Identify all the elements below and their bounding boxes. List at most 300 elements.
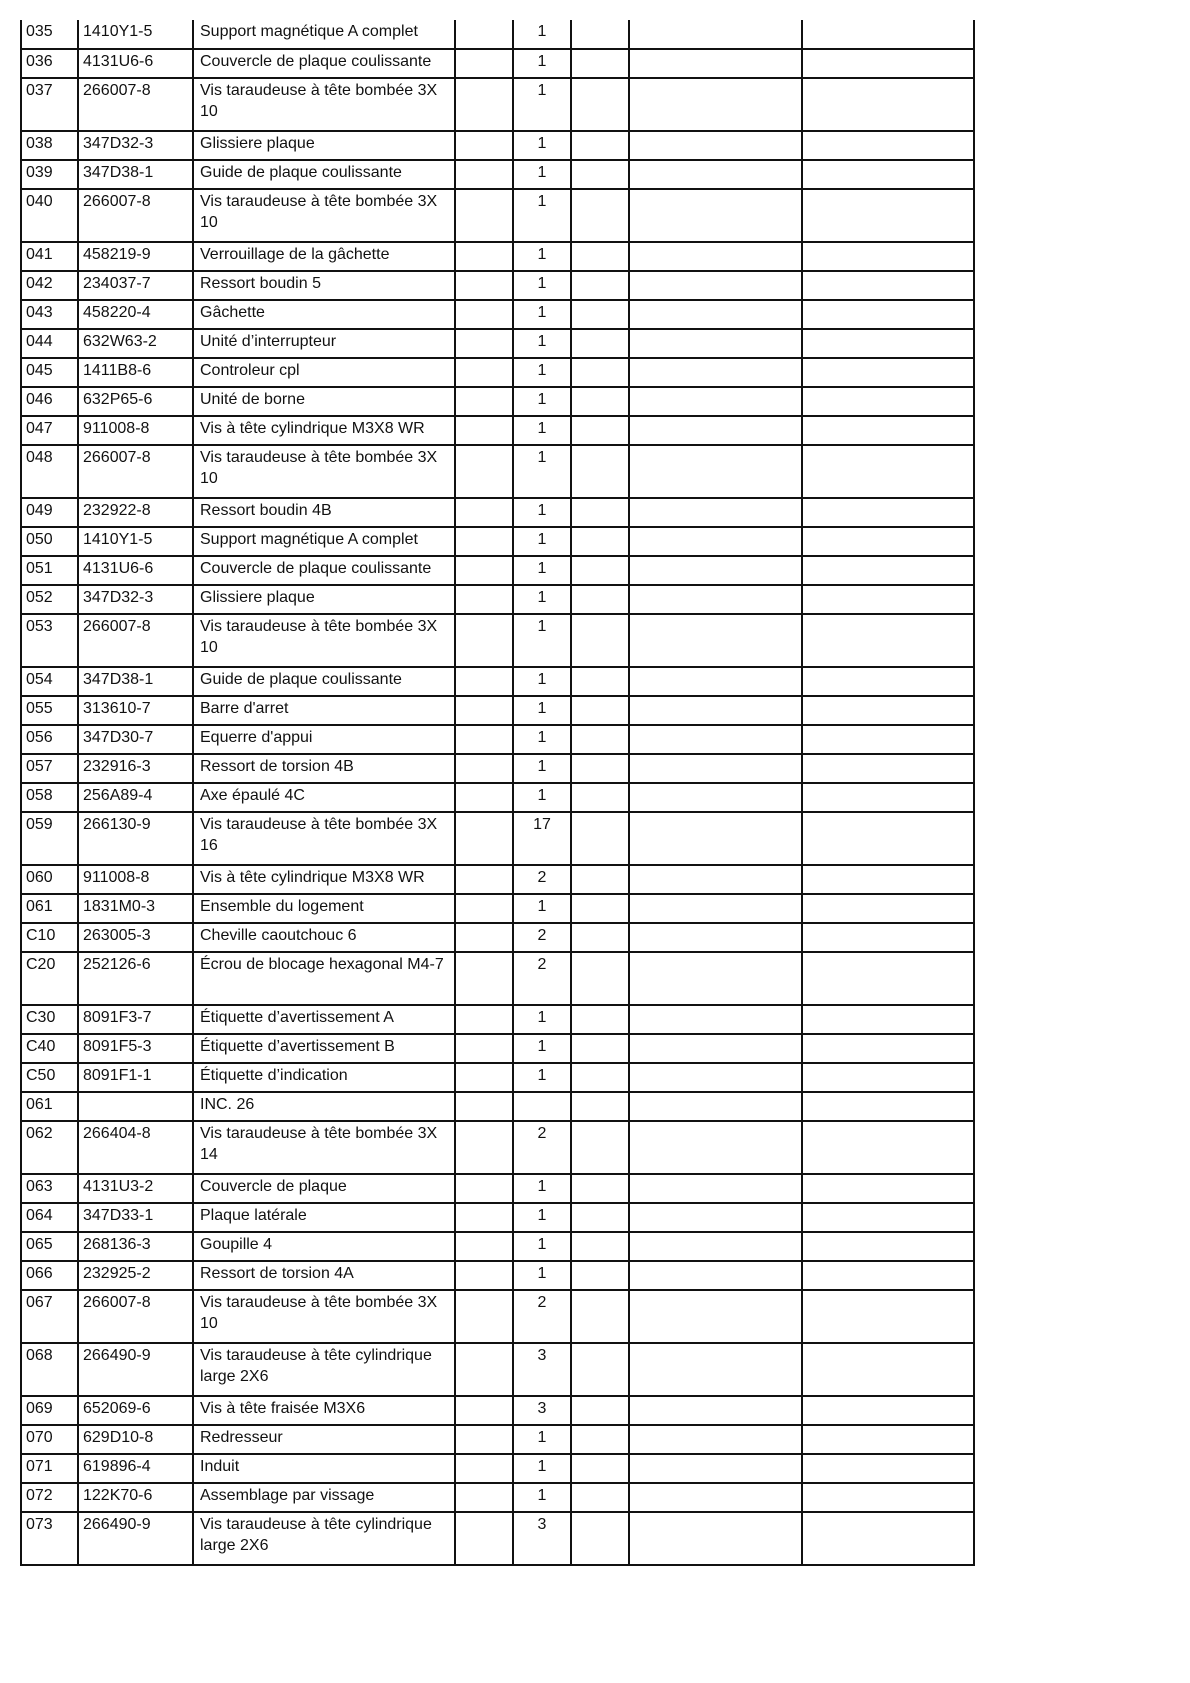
blank-cell (455, 1512, 513, 1565)
table-row (21, 585, 974, 614)
parts-table-body (21, 20, 974, 1565)
table-row (21, 1483, 974, 1512)
quantity-cell: 1 (513, 131, 571, 160)
table-row (21, 271, 974, 300)
blank-cell (802, 1343, 974, 1396)
item-number-cell: 071 (21, 1454, 78, 1483)
table-row (21, 1232, 974, 1261)
blank-cell (571, 1092, 629, 1121)
blank-cell (455, 445, 513, 498)
blank-cell (571, 725, 629, 754)
blank-cell (802, 1174, 974, 1203)
blank-cell (802, 952, 974, 1005)
quantity-cell: 1 (513, 358, 571, 387)
blank-cell (629, 1005, 802, 1034)
blank-cell (802, 20, 974, 49)
quantity-cell: 1 (513, 445, 571, 498)
part-reference-cell: 458219-9 (78, 242, 193, 271)
table-row (21, 556, 974, 585)
part-reference-cell: 4131U6-6 (78, 49, 193, 78)
blank-cell (802, 242, 974, 271)
part-reference-cell: 8091F5-3 (78, 1034, 193, 1063)
item-number-cell: C30 (21, 1005, 78, 1034)
description-cell: Étiquette d’indication (193, 1063, 455, 1092)
description-cell: Guide de plaque coulissante (193, 160, 455, 189)
blank-cell (571, 696, 629, 725)
blank-cell (571, 20, 629, 49)
blank-cell (571, 160, 629, 189)
part-reference-cell: 629D10-8 (78, 1425, 193, 1454)
item-number-cell: 056 (21, 725, 78, 754)
blank-cell (629, 1092, 802, 1121)
blank-cell (802, 49, 974, 78)
table-row (21, 131, 974, 160)
blank-cell (802, 725, 974, 754)
table-row (21, 20, 974, 49)
blank-cell (802, 865, 974, 894)
blank-cell (455, 498, 513, 527)
table-row (21, 865, 974, 894)
blank-cell (571, 498, 629, 527)
part-reference-cell: 252126-6 (78, 952, 193, 1005)
blank-cell (455, 189, 513, 242)
quantity-cell: 1 (513, 1034, 571, 1063)
blank-cell (455, 416, 513, 445)
blank-cell (629, 812, 802, 865)
blank-cell (629, 556, 802, 585)
blank-cell (629, 1425, 802, 1454)
table-row (21, 189, 974, 242)
blank-cell (802, 894, 974, 923)
quantity-cell: 1 (513, 1232, 571, 1261)
quantity-cell: 2 (513, 1121, 571, 1174)
blank-cell (629, 585, 802, 614)
quantity-cell: 3 (513, 1512, 571, 1565)
item-number-cell: 067 (21, 1290, 78, 1343)
quantity-cell: 1 (513, 160, 571, 189)
quantity-cell: 1 (513, 329, 571, 358)
table-row (21, 783, 974, 812)
item-number-cell: 069 (21, 1396, 78, 1425)
blank-cell (571, 527, 629, 556)
quantity-cell: 1 (513, 189, 571, 242)
description-cell: Glissiere plaque (193, 131, 455, 160)
blank-cell (455, 387, 513, 416)
part-reference-cell: 1410Y1-5 (78, 527, 193, 556)
table-row (21, 1425, 974, 1454)
part-reference-cell: 266007-8 (78, 1290, 193, 1343)
part-reference-cell: 266130-9 (78, 812, 193, 865)
description-cell: Barre d'arret (193, 696, 455, 725)
blank-cell (455, 1454, 513, 1483)
blank-cell (571, 1063, 629, 1092)
part-reference-cell: 266490-9 (78, 1512, 193, 1565)
quantity-cell: 1 (513, 527, 571, 556)
item-number-cell: 040 (21, 189, 78, 242)
blank-cell (802, 783, 974, 812)
item-number-cell: 051 (21, 556, 78, 585)
item-number-cell: 066 (21, 1261, 78, 1290)
quantity-cell: 1 (513, 498, 571, 527)
part-reference-cell: 122K70-6 (78, 1483, 193, 1512)
table-row (21, 358, 974, 387)
part-reference-cell: 266007-8 (78, 445, 193, 498)
blank-cell (802, 1290, 974, 1343)
description-cell: Unité d’interrupteur (193, 329, 455, 358)
description-cell: Étiquette d’avertissement B (193, 1034, 455, 1063)
item-number-cell: 044 (21, 329, 78, 358)
item-number-cell: C50 (21, 1063, 78, 1092)
quantity-cell: 1 (513, 585, 571, 614)
blank-cell (802, 614, 974, 667)
blank-cell (802, 416, 974, 445)
blank-cell (629, 445, 802, 498)
description-cell: Ressort de torsion 4B (193, 754, 455, 783)
table-row (21, 1396, 974, 1425)
blank-cell (802, 1483, 974, 1512)
blank-cell (455, 242, 513, 271)
blank-cell (629, 923, 802, 952)
blank-cell (455, 78, 513, 131)
table-row (21, 1454, 974, 1483)
description-cell: Vis taraudeuse à tête bombée 3X 10 (193, 189, 455, 242)
blank-cell (455, 1092, 513, 1121)
item-number-cell: 055 (21, 696, 78, 725)
blank-cell (629, 1454, 802, 1483)
blank-cell (455, 358, 513, 387)
blank-cell (629, 1034, 802, 1063)
part-reference-cell: 266007-8 (78, 614, 193, 667)
description-cell: Vis taraudeuse à tête cylindrique large 2X6 (193, 1512, 455, 1565)
table-row (21, 696, 974, 725)
table-row (21, 1203, 974, 1232)
part-reference-cell: 8091F1-1 (78, 1063, 193, 1092)
item-number-cell: 062 (21, 1121, 78, 1174)
blank-cell (802, 1092, 974, 1121)
part-reference-cell: 263005-3 (78, 923, 193, 952)
blank-cell (571, 242, 629, 271)
blank-cell (802, 1063, 974, 1092)
quantity-cell: 1 (513, 1261, 571, 1290)
blank-cell (629, 498, 802, 527)
quantity-cell: 17 (513, 812, 571, 865)
blank-cell (629, 527, 802, 556)
item-number-cell: 060 (21, 865, 78, 894)
description-cell: Support magnétique A complet (193, 527, 455, 556)
table-row (21, 242, 974, 271)
blank-cell (571, 783, 629, 812)
description-cell: Vis à tête cylindrique M3X8 WR (193, 865, 455, 894)
parts-table (20, 20, 975, 1566)
blank-cell (455, 1174, 513, 1203)
item-number-cell: 042 (21, 271, 78, 300)
blank-cell (455, 271, 513, 300)
blank-cell (455, 865, 513, 894)
table-row (21, 1261, 974, 1290)
blank-cell (571, 614, 629, 667)
table-row (21, 1343, 974, 1396)
table-row (21, 923, 974, 952)
description-cell: Controleur cpl (193, 358, 455, 387)
item-number-cell: 061 (21, 1092, 78, 1121)
blank-cell (455, 556, 513, 585)
blank-cell (455, 725, 513, 754)
blank-cell (629, 1203, 802, 1232)
item-number-cell: 038 (21, 131, 78, 160)
quantity-cell: 2 (513, 923, 571, 952)
table-row (21, 387, 974, 416)
table-row (21, 725, 974, 754)
blank-cell (629, 78, 802, 131)
blank-cell (571, 865, 629, 894)
blank-cell (629, 358, 802, 387)
blank-cell (455, 783, 513, 812)
part-reference-cell: 347D32-3 (78, 585, 193, 614)
table-row (21, 300, 974, 329)
blank-cell (455, 1343, 513, 1396)
table-row (21, 329, 974, 358)
blank-cell (802, 1121, 974, 1174)
blank-cell (455, 1005, 513, 1034)
description-cell: Induit (193, 1454, 455, 1483)
blank-cell (455, 20, 513, 49)
blank-cell (571, 1005, 629, 1034)
table-row (21, 1063, 974, 1092)
quantity-cell: 1 (513, 78, 571, 131)
item-number-cell: 065 (21, 1232, 78, 1261)
quantity-cell: 1 (513, 1483, 571, 1512)
blank-cell (571, 300, 629, 329)
description-cell: Unité de borne (193, 387, 455, 416)
description-cell: Gâchette (193, 300, 455, 329)
blank-cell (802, 271, 974, 300)
quantity-cell: 2 (513, 865, 571, 894)
description-cell: Glissiere plaque (193, 585, 455, 614)
blank-cell (802, 300, 974, 329)
blank-cell (629, 1512, 802, 1565)
blank-cell (571, 1483, 629, 1512)
table-row (21, 812, 974, 865)
blank-cell (571, 387, 629, 416)
blank-cell (802, 1425, 974, 1454)
quantity-cell: 1 (513, 696, 571, 725)
blank-cell (802, 667, 974, 696)
blank-cell (802, 160, 974, 189)
blank-cell (455, 952, 513, 1005)
quantity-cell: 1 (513, 416, 571, 445)
blank-cell (802, 1261, 974, 1290)
part-reference-cell: 619896-4 (78, 1454, 193, 1483)
blank-cell (629, 865, 802, 894)
blank-cell (629, 667, 802, 696)
blank-cell (455, 923, 513, 952)
blank-cell (802, 387, 974, 416)
blank-cell (571, 1396, 629, 1425)
blank-cell (629, 329, 802, 358)
blank-cell (455, 527, 513, 556)
blank-cell (802, 78, 974, 131)
quantity-cell (513, 1092, 571, 1121)
blank-cell (571, 1174, 629, 1203)
blank-cell (455, 812, 513, 865)
description-cell: Vis à tête fraisée M3X6 (193, 1396, 455, 1425)
blank-cell (802, 1034, 974, 1063)
blank-cell (629, 387, 802, 416)
item-number-cell: 057 (21, 754, 78, 783)
description-cell: Assemblage par vissage (193, 1483, 455, 1512)
quantity-cell: 1 (513, 300, 571, 329)
part-reference-cell: 232925-2 (78, 1261, 193, 1290)
part-reference-cell: 1831M0-3 (78, 894, 193, 923)
description-cell: Verrouillage de la gâchette (193, 242, 455, 271)
quantity-cell: 1 (513, 1174, 571, 1203)
blank-cell (571, 1343, 629, 1396)
part-reference-cell: 266404-8 (78, 1121, 193, 1174)
blank-cell (629, 416, 802, 445)
table-row (21, 1121, 974, 1174)
blank-cell (802, 1454, 974, 1483)
table-row (21, 1174, 974, 1203)
blank-cell (455, 1396, 513, 1425)
item-number-cell: C10 (21, 923, 78, 952)
table-row (21, 894, 974, 923)
description-cell: Vis à tête cylindrique M3X8 WR (193, 416, 455, 445)
blank-cell (571, 131, 629, 160)
item-number-cell: 063 (21, 1174, 78, 1203)
quantity-cell: 1 (513, 20, 571, 49)
part-reference-cell: 1410Y1-5 (78, 20, 193, 49)
part-reference-cell: 266007-8 (78, 189, 193, 242)
quantity-cell: 1 (513, 667, 571, 696)
item-number-cell: 068 (21, 1343, 78, 1396)
blank-cell (571, 445, 629, 498)
blank-cell (802, 445, 974, 498)
part-reference-cell: 347D38-1 (78, 160, 193, 189)
blank-cell (455, 1261, 513, 1290)
blank-cell (455, 1203, 513, 1232)
quantity-cell: 1 (513, 725, 571, 754)
blank-cell (571, 923, 629, 952)
blank-cell (455, 1290, 513, 1343)
item-number-cell: 064 (21, 1203, 78, 1232)
item-number-cell: 046 (21, 387, 78, 416)
quantity-cell: 1 (513, 1063, 571, 1092)
table-row (21, 952, 974, 1005)
blank-cell (802, 329, 974, 358)
blank-cell (571, 585, 629, 614)
blank-cell (802, 1005, 974, 1034)
part-reference-cell: 4131U6-6 (78, 556, 193, 585)
item-number-cell: 061 (21, 894, 78, 923)
blank-cell (571, 358, 629, 387)
part-reference-cell: 632P65-6 (78, 387, 193, 416)
blank-cell (455, 1483, 513, 1512)
item-number-cell: 035 (21, 20, 78, 49)
description-cell: Couvercle de plaque coulissante (193, 49, 455, 78)
blank-cell (802, 1232, 974, 1261)
quantity-cell: 3 (513, 1343, 571, 1396)
blank-cell (571, 1203, 629, 1232)
blank-cell (802, 498, 974, 527)
part-reference-cell: 266007-8 (78, 78, 193, 131)
quantity-cell: 1 (513, 783, 571, 812)
blank-cell (571, 416, 629, 445)
blank-cell (455, 131, 513, 160)
table-row (21, 445, 974, 498)
description-cell: INC. 26 (193, 1092, 455, 1121)
blank-cell (629, 20, 802, 49)
table-row (21, 498, 974, 527)
table-row (21, 49, 974, 78)
description-cell: Ressort boudin 5 (193, 271, 455, 300)
description-cell: Plaque latérale (193, 1203, 455, 1232)
description-cell: Ressort boudin 4B (193, 498, 455, 527)
part-reference-cell: 4131U3-2 (78, 1174, 193, 1203)
description-cell: Support magnétique A complet (193, 20, 455, 49)
description-cell: Couvercle de plaque (193, 1174, 455, 1203)
blank-cell (571, 1454, 629, 1483)
quantity-cell: 3 (513, 1396, 571, 1425)
blank-cell (802, 1396, 974, 1425)
description-cell: Guide de plaque coulissante (193, 667, 455, 696)
part-reference-cell: 313610-7 (78, 696, 193, 725)
quantity-cell: 1 (513, 556, 571, 585)
blank-cell (802, 189, 974, 242)
part-reference-cell: 268136-3 (78, 1232, 193, 1261)
table-row (21, 1034, 974, 1063)
blank-cell (571, 78, 629, 131)
part-reference-cell: 256A89-4 (78, 783, 193, 812)
blank-cell (629, 242, 802, 271)
blank-cell (571, 1261, 629, 1290)
blank-cell (455, 1121, 513, 1174)
quantity-cell: 1 (513, 1203, 571, 1232)
description-cell: Vis taraudeuse à tête bombée 3X 10 (193, 1290, 455, 1343)
item-number-cell: 037 (21, 78, 78, 131)
item-number-cell: 045 (21, 358, 78, 387)
quantity-cell: 1 (513, 49, 571, 78)
blank-cell (629, 271, 802, 300)
blank-cell (455, 1034, 513, 1063)
blank-cell (455, 1425, 513, 1454)
part-reference-cell: 347D30-7 (78, 725, 193, 754)
item-number-cell: 072 (21, 1483, 78, 1512)
blank-cell (802, 1512, 974, 1565)
item-number-cell: 070 (21, 1425, 78, 1454)
blank-cell (571, 1512, 629, 1565)
item-number-cell: 054 (21, 667, 78, 696)
blank-cell (571, 1290, 629, 1343)
blank-cell (571, 667, 629, 696)
blank-cell (629, 696, 802, 725)
blank-cell (571, 329, 629, 358)
blank-cell (629, 1063, 802, 1092)
part-reference-cell: 911008-8 (78, 416, 193, 445)
blank-cell (629, 160, 802, 189)
item-number-cell: 053 (21, 614, 78, 667)
blank-cell (571, 894, 629, 923)
quantity-cell: 1 (513, 1425, 571, 1454)
description-cell: Ressort de torsion 4A (193, 1261, 455, 1290)
description-cell: Étiquette d’avertissement A (193, 1005, 455, 1034)
item-number-cell: C20 (21, 952, 78, 1005)
blank-cell (629, 49, 802, 78)
quantity-cell: 1 (513, 242, 571, 271)
blank-cell (455, 160, 513, 189)
item-number-cell: 073 (21, 1512, 78, 1565)
table-row (21, 527, 974, 556)
blank-cell (802, 358, 974, 387)
